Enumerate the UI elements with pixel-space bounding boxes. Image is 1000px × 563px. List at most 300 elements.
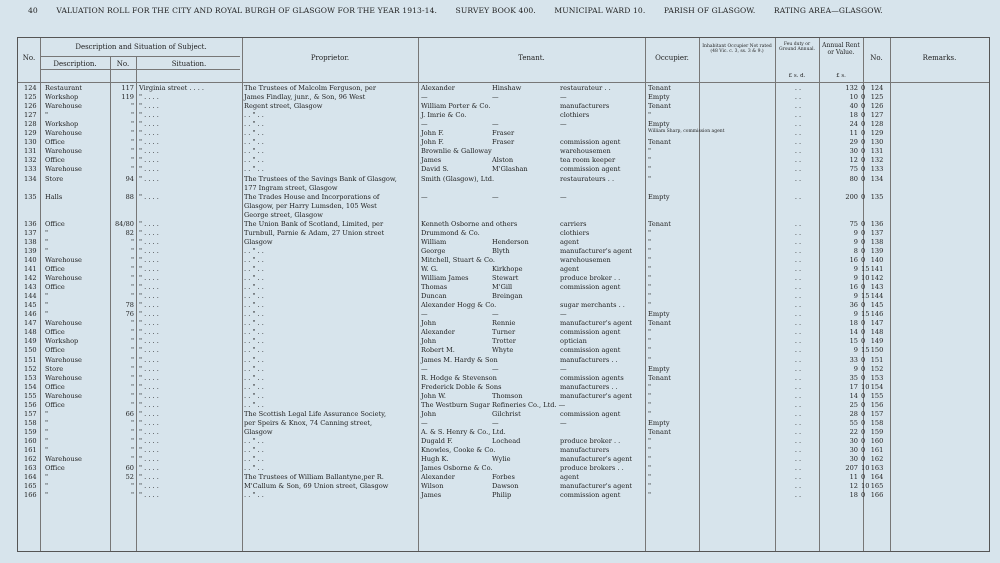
- row-street-number: ": [130, 391, 134, 400]
- row-proprietor: . . " . .: [244, 129, 264, 138]
- col-situation: Situation.: [171, 60, 207, 68]
- row-occupier: Tenant: [648, 319, 671, 328]
- row-tenant-name: Smith (Glasgow), Ltd.: [421, 174, 495, 183]
- row-number-right: 149: [870, 337, 884, 346]
- row-tenant-name: James: [421, 156, 442, 165]
- row-number: 166: [24, 491, 37, 500]
- table-row: [18, 410, 989, 419]
- row-occupier: ": [648, 255, 652, 264]
- row-number: 150: [24, 346, 37, 355]
- row-number-right: 157: [870, 409, 884, 418]
- row-number-right: 155: [870, 391, 884, 400]
- row-tenant-occupation: commission agent: [560, 409, 621, 418]
- row-rent-shillings: 0: [861, 455, 866, 464]
- row-tenant-surname: —: [492, 93, 499, 102]
- row-tenant-occupation: clothiers: [560, 228, 590, 237]
- row-feu-duty: . .: [794, 400, 802, 409]
- row-rent-shillings: 15: [861, 292, 870, 301]
- row-number: 136: [24, 219, 37, 228]
- row-street-number: ": [130, 491, 134, 500]
- row-description: ": [45, 436, 49, 445]
- row-rent-pounds: 15: [849, 337, 858, 346]
- row-tenant-surname: Hinshaw: [492, 84, 522, 92]
- row-tenant-surname: Henderson: [492, 237, 529, 246]
- col-no2: No.: [870, 54, 883, 62]
- row-number: 139: [24, 246, 37, 255]
- row-rent-pounds: 18: [849, 319, 858, 328]
- row-tenant-name: Thomas: [421, 283, 448, 292]
- row-number: 165: [24, 482, 37, 491]
- row-tenant-occupation: —: [560, 93, 567, 102]
- row-occupier: Tenant: [648, 373, 671, 382]
- row-rent-shillings: 0: [861, 192, 866, 201]
- row-proprietor: George street, Glasgow: [244, 210, 323, 219]
- row-occupier: ": [648, 455, 652, 464]
- row-occupier: Tenant: [648, 219, 671, 228]
- row-rent-shillings: 0: [861, 93, 866, 102]
- row-tenant-occupation: clothiers: [560, 111, 590, 120]
- row-feu-duty: . .: [794, 120, 802, 129]
- row-description: ": [45, 301, 49, 310]
- row-street-number: ": [130, 319, 134, 328]
- row-number: 130: [24, 138, 37, 147]
- row-situation: " . . . .: [139, 491, 159, 500]
- row-number: 134: [24, 174, 37, 183]
- row-rent-pounds: 11: [849, 473, 858, 482]
- survey-book: SURVEY BOOK 400.: [455, 6, 536, 15]
- row-description: ": [45, 418, 49, 427]
- row-rent-pounds: 30: [849, 455, 858, 464]
- table-row: [18, 238, 989, 247]
- row-description: Office: [45, 219, 65, 228]
- row-description: Office: [45, 328, 65, 337]
- row-rent-shillings: 0: [861, 409, 866, 418]
- table-row: [18, 473, 989, 482]
- row-occupier: Tenant: [648, 138, 671, 147]
- row-proprietor: . . " . .: [244, 400, 264, 409]
- row-situation: " . . . .: [139, 93, 159, 102]
- row-rent-pounds: 36: [849, 301, 858, 310]
- row-occupier: ": [648, 400, 652, 409]
- row-street-number: 94: [125, 174, 134, 183]
- row-rent-shillings: 0: [861, 418, 866, 427]
- row-tenant-occupation: restaurateur . .: [560, 84, 611, 92]
- row-feu-duty: . .: [794, 473, 802, 482]
- row-number-right: 150: [870, 346, 884, 355]
- row-rent-shillings: 0: [861, 147, 866, 156]
- row-description: Office: [45, 464, 65, 473]
- row-tenant-name: Alexander: [421, 84, 455, 92]
- row-tenant-occupation: commission agent: [560, 491, 621, 500]
- row-proprietor: Glasgow: [244, 237, 273, 246]
- row-rent-shillings: 0: [861, 165, 866, 174]
- page-header: [28, 6, 988, 15]
- row-number: 143: [24, 283, 37, 292]
- row-rent-shillings: 0: [861, 328, 866, 337]
- col-feu: Feu duty or Ground Annual.: [778, 42, 816, 52]
- table-row: [18, 283, 989, 292]
- row-situation: " . . . .: [139, 364, 159, 373]
- row-occupier: ": [648, 382, 652, 391]
- row-rent-shillings: 0: [861, 400, 866, 409]
- row-number: 163: [24, 464, 37, 473]
- row-tenant-name: William Porter & Co.: [421, 102, 491, 111]
- table-row: [18, 374, 989, 383]
- row-street-number: ": [130, 111, 134, 120]
- row-proprietor: . . " . .: [244, 391, 264, 400]
- row-tenant-name: Duncan: [421, 292, 447, 301]
- row-description: ": [45, 446, 49, 454]
- row-street-number: ": [130, 255, 134, 264]
- table-row: [18, 156, 989, 165]
- table-row: [18, 464, 989, 473]
- row-occupier: ": [648, 355, 652, 364]
- table-row: [18, 346, 989, 355]
- row-rent-pounds: 12: [849, 482, 858, 491]
- row-street-number: ": [130, 436, 134, 445]
- row-description: ": [45, 237, 49, 246]
- valuation-table: [17, 37, 990, 552]
- row-rent-pounds: 25: [849, 400, 858, 409]
- row-proprietor: M'Callum & Son, 69 Union street, Glasgow: [244, 482, 389, 491]
- row-number-right: 136: [870, 219, 884, 228]
- row-situation: " . . . .: [139, 246, 159, 255]
- row-situation: " . . . .: [139, 274, 159, 283]
- row-rent-pounds: 75: [849, 219, 858, 228]
- row-feu-duty: . .: [794, 174, 802, 183]
- row-rent-pounds: 8: [853, 246, 858, 255]
- row-situation: " . . . .: [139, 237, 159, 246]
- row-feu-duty: . .: [794, 102, 802, 111]
- row-number-right: 156: [870, 400, 884, 409]
- row-situation: " . . . .: [139, 382, 159, 391]
- row-rent-pounds: 14: [849, 328, 858, 337]
- col-occupier: Occupier.: [655, 54, 689, 62]
- row-tenant-occupation: commission agents: [560, 373, 624, 382]
- row-street-number: 60: [125, 464, 134, 473]
- parish: PARISH OF GLASGOW.: [663, 6, 756, 15]
- row-number: 148: [24, 328, 37, 337]
- row-rent-shillings: 0: [861, 364, 866, 373]
- row-proprietor: . . " . .: [244, 455, 264, 464]
- row-proprietor: The Trustees of the Savings Bank of Glasgow,: [244, 174, 397, 183]
- row-situation: " . . . .: [139, 391, 159, 400]
- row-rent-pounds: 9: [853, 346, 858, 355]
- table-row: [18, 193, 989, 202]
- row-rent-shillings: 0: [861, 337, 866, 346]
- row-number-right: 131: [870, 147, 884, 156]
- row-description: Office: [45, 156, 65, 165]
- row-number: 155: [24, 391, 37, 400]
- row-number-right: 143: [870, 283, 884, 292]
- row-occupier: Tenant: [648, 102, 671, 111]
- table-row: [18, 184, 989, 193]
- col-rent: Annual Rent or Value.: [822, 42, 860, 56]
- row-number-right: 146: [870, 310, 884, 319]
- row-number: 162: [24, 455, 37, 464]
- row-description: Warehouse: [45, 129, 82, 138]
- row-description: Workshop: [45, 337, 79, 346]
- row-description: ": [45, 409, 49, 418]
- row-number-right: 159: [870, 427, 884, 436]
- table-row: [18, 392, 989, 401]
- row-proprietor: Glasgow, per Harry Lumsden, 105 West: [244, 201, 377, 210]
- row-number-right: 129: [870, 129, 884, 138]
- row-number: 140: [24, 255, 37, 264]
- row-number-right: 137: [870, 228, 884, 237]
- row-tenant-occupation: manufacturer's agent: [560, 319, 633, 328]
- table-row: [18, 428, 989, 437]
- row-number-right: 153: [870, 373, 884, 382]
- row-feu-duty: . .: [794, 237, 802, 246]
- row-rent-shillings: 10: [861, 464, 870, 473]
- row-occupier: Empty: [648, 418, 670, 427]
- row-tenant-name: Wilson: [421, 482, 444, 491]
- row-description: ": [45, 111, 49, 120]
- row-number: 137: [24, 228, 37, 237]
- row-occupier: ": [648, 436, 652, 445]
- table-row: [18, 147, 989, 156]
- col-tenant: Tenant.: [518, 54, 545, 62]
- row-tenant-name: —: [421, 192, 428, 201]
- row-tenant-surname: Fraser: [492, 138, 515, 147]
- row-description: Warehouse: [45, 373, 82, 382]
- row-number: 145: [24, 301, 37, 310]
- row-tenant-name: John: [421, 409, 437, 418]
- row-proprietor: . . " . .: [244, 246, 264, 255]
- row-occupier: Empty: [648, 93, 670, 102]
- row-street-number: ": [130, 355, 134, 364]
- row-rent-shillings: 0: [861, 473, 866, 482]
- row-tenant-name: Mitchell, Stuart & Co.: [421, 255, 495, 264]
- row-tenant-occupation: manufacturers . .: [560, 355, 618, 364]
- row-situation: " . . . .: [139, 373, 159, 382]
- row-proprietor: The Trades House and Incorporations of: [244, 192, 380, 201]
- row-rent-shillings: 0: [861, 84, 866, 92]
- row-situation: " . . . .: [139, 337, 159, 346]
- row-number: 124: [24, 84, 37, 92]
- row-tenant-occupation: —: [560, 192, 567, 201]
- row-number-right: 158: [870, 418, 884, 427]
- row-rent-pounds: 30: [849, 436, 858, 445]
- table-row: [18, 175, 989, 184]
- row-occupier: ": [648, 346, 652, 355]
- row-situation: " . . . .: [139, 129, 159, 138]
- col-desc-group: Description and Situation of Subject.: [75, 43, 207, 51]
- row-feu-duty: . .: [794, 409, 802, 418]
- row-tenant-name: Frederick Doble & Sons: [421, 382, 502, 391]
- page-number: 40: [28, 6, 38, 15]
- row-street-number: 119: [121, 93, 134, 102]
- col-num: No.: [116, 60, 130, 68]
- row-number-right: 160: [870, 436, 884, 445]
- row-proprietor: . . " . .: [244, 355, 264, 364]
- row-street-number: 82: [125, 228, 134, 237]
- table-row: [18, 211, 989, 220]
- row-number: 127: [24, 111, 37, 120]
- row-rent-shillings: 0: [861, 355, 866, 364]
- row-rent-shillings: 10: [861, 274, 870, 283]
- table-row: [18, 455, 989, 464]
- row-street-number: 52: [125, 473, 134, 482]
- row-number-right: 138: [870, 237, 884, 246]
- row-tenant-occupation: manufacturer's agent: [560, 455, 633, 464]
- row-number-right: 140: [870, 255, 884, 264]
- row-street-number: ": [130, 237, 134, 246]
- row-tenant-name: James Osborne & Co.: [421, 464, 493, 473]
- row-situation: " . . . .: [139, 310, 159, 319]
- row-feu-duty: . .: [794, 391, 802, 400]
- row-number-right: 135: [870, 192, 884, 201]
- row-tenant-occupation: commission agent: [560, 138, 621, 147]
- row-tenant-name: Robert M.: [421, 346, 455, 355]
- row-tenant-name: Knowles, Cooke & Co.: [421, 446, 496, 454]
- row-street-number: ": [130, 274, 134, 283]
- row-number-right: 124: [870, 84, 884, 92]
- row-proprietor: . . " . .: [244, 147, 264, 156]
- row-proprietor: . . " . .: [244, 464, 264, 473]
- row-rent-pounds: 33: [849, 355, 858, 364]
- row-number-right: 164: [870, 473, 884, 482]
- row-tenant-occupation: warehousemen: [560, 147, 611, 156]
- row-feu-duty: . .: [794, 373, 802, 382]
- row-description: Office: [45, 400, 65, 409]
- row-street-number: ": [130, 373, 134, 382]
- row-tenant-occupation: manufacturer's agent: [560, 482, 633, 491]
- row-rent-shillings: 0: [861, 219, 866, 228]
- row-tenant-surname: Breingan: [492, 292, 523, 301]
- row-tenant-occupation: agent: [560, 473, 579, 482]
- col-inhabitant: Inhabitant Occupier Not rated (48 Vic. c. 3, ss. 3 & 9.): [702, 44, 772, 54]
- row-rent-pounds: 30: [849, 147, 858, 156]
- row-rent-pounds: 75: [849, 165, 858, 174]
- row-rent-shillings: 0: [861, 174, 866, 183]
- row-feu-duty: . .: [794, 310, 802, 319]
- row-street-number: ": [130, 382, 134, 391]
- row-number: 151: [24, 355, 37, 364]
- row-occupier: ": [648, 111, 652, 120]
- row-situation: " . . . .: [139, 355, 159, 364]
- row-situation: " . . . .: [139, 165, 159, 174]
- row-occupier: ": [648, 246, 652, 255]
- table-row: [18, 274, 989, 283]
- row-tenant-occupation: optician: [560, 337, 587, 346]
- roll-title: VALUATION ROLL FOR THE CITY AND ROYAL BURGH OF GLASGOW FOR THE YEAR 1913-14.: [56, 6, 438, 15]
- col-proprietor: Proprietor.: [310, 54, 350, 62]
- row-occupier: ": [648, 337, 652, 346]
- row-rent-shillings: 0: [861, 246, 866, 255]
- rating-area: RATING AREA—GLASGOW.: [773, 6, 883, 15]
- table-row: [18, 365, 989, 374]
- row-feu-duty: . .: [794, 111, 802, 120]
- row-rent-pounds: 24: [849, 120, 858, 129]
- row-tenant-occupation: commission agent: [560, 346, 621, 355]
- row-tenant-surname: Stewart: [492, 274, 519, 283]
- row-street-number: ": [130, 292, 134, 301]
- row-description: ": [45, 228, 49, 237]
- row-occupier: Empty: [648, 192, 670, 201]
- row-rent-pounds: 29: [849, 138, 858, 147]
- row-rent-pounds: 9: [853, 265, 858, 273]
- row-feu-duty: . .: [794, 265, 802, 273]
- row-street-number: ": [130, 346, 134, 355]
- row-rent-pounds: 35: [849, 373, 858, 382]
- row-situation: " . . . .: [139, 102, 159, 111]
- row-rent-shillings: 0: [861, 156, 866, 165]
- table-row: [18, 328, 989, 337]
- row-street-number: 78: [125, 301, 134, 310]
- row-situation: " . . . .: [139, 436, 159, 445]
- row-situation: " . . . .: [139, 156, 159, 165]
- row-rent-shillings: 0: [861, 427, 866, 436]
- row-number-right: 144: [870, 292, 884, 301]
- row-rent-pounds: 18: [849, 111, 858, 120]
- row-feu-duty: . .: [794, 482, 802, 491]
- table-row: [18, 111, 989, 120]
- row-rent-shillings: 0: [861, 102, 866, 111]
- row-tenant-name: Alexander Hogg & Co.: [421, 301, 497, 310]
- row-occupier: ": [648, 446, 652, 454]
- row-description: Office: [45, 346, 65, 355]
- row-tenant-name: John: [421, 319, 437, 328]
- row-tenant-name: R. Hodge & Stevenson: [421, 373, 497, 382]
- row-proprietor: The Trustees of William Ballantyne,per R.: [244, 473, 384, 482]
- col-no: No.: [22, 54, 36, 62]
- row-proprietor: . . " . .: [244, 491, 264, 500]
- row-rent-shillings: 0: [861, 319, 866, 328]
- row-proprietor: . . " . .: [244, 319, 264, 328]
- row-number: 161: [24, 446, 37, 454]
- row-tenant-occupation: commission agent: [560, 328, 621, 337]
- row-tenant-name: —: [421, 93, 428, 102]
- table-row: [18, 356, 989, 365]
- row-description: Warehouse: [45, 102, 82, 111]
- row-situation: " . . . .: [139, 265, 159, 273]
- table-row: [18, 292, 989, 301]
- table-row: [18, 319, 989, 328]
- row-tenant-surname: Blyth: [492, 246, 510, 255]
- row-rent-pounds: 14: [849, 391, 858, 400]
- table-row: [18, 256, 989, 265]
- row-proprietor: . . " . .: [244, 328, 264, 337]
- row-proprietor: . . " . .: [244, 283, 264, 292]
- row-rent-pounds: 16: [849, 255, 858, 264]
- row-feu-duty: . .: [794, 337, 802, 346]
- row-tenant-name: —: [421, 120, 428, 129]
- table-row: [18, 202, 989, 211]
- row-description: Warehouse: [45, 274, 82, 283]
- row-tenant-occupation: manufacturers . .: [560, 382, 618, 391]
- table-row: [18, 93, 989, 102]
- row-street-number: ": [130, 328, 134, 337]
- row-tenant-occupation: —: [560, 120, 567, 129]
- row-number: 146: [24, 310, 37, 319]
- row-number-right: 165: [870, 482, 884, 491]
- table-row: [18, 84, 989, 93]
- row-feu-duty: . .: [794, 165, 802, 174]
- row-description: Restaurant: [45, 84, 83, 92]
- row-tenant-name: John: [421, 337, 437, 346]
- row-occupier: ": [648, 147, 652, 156]
- row-feu-duty: . .: [794, 292, 802, 301]
- row-number-right: 152: [870, 364, 884, 373]
- row-tenant-name: John W.: [421, 391, 446, 400]
- row-feu-duty: . .: [794, 129, 802, 138]
- row-number-right: 125: [870, 93, 884, 102]
- row-rent-shillings: 0: [861, 129, 866, 138]
- row-situation: " . . . .: [139, 482, 159, 491]
- row-proprietor: . . " . .: [244, 120, 264, 129]
